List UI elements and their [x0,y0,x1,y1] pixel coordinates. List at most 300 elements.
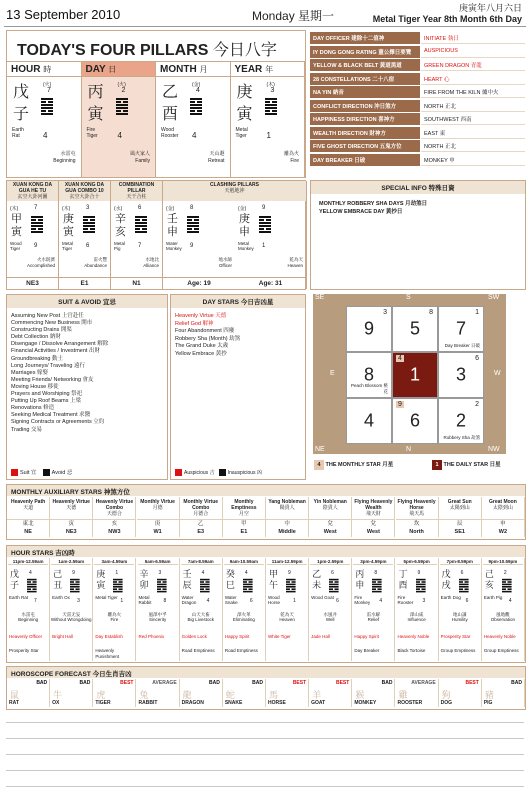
aux-star-name: Great Sun [447,499,472,505]
suit-item: Debt Collection 納財 [11,334,61,341]
aux-star-value [93,519,136,537]
dir-se: SE [315,294,325,301]
pillar-element-bottom: Rat [12,133,20,139]
flying-star-cell [392,398,438,444]
pillar-stem: 乙 [162,82,179,101]
aux-star-char: 亥 [111,521,118,527]
pillar-element [87,127,98,139]
pillar-hex-num: 2 [121,87,126,94]
hour-element: Water Snake [224,595,238,605]
header-divider [4,26,526,27]
hour-element: Earth Rat [9,595,29,600]
xk-code: NE3 [7,277,58,289]
pillar-element [161,127,179,139]
hour-star-cell [137,558,180,661]
xk-num: 9 [262,205,266,211]
xk-name [27,257,55,269]
zodiac-name: ROOSTER [397,700,423,706]
xk-element [114,241,125,251]
zodiac-name: RABBIT [138,700,158,706]
pillar-element [236,127,248,139]
hour-element: Wood Horse [268,595,281,605]
hour-hexagram [223,612,265,622]
xk-branch: 申 [239,225,250,238]
officer-row-label: 28 CONSTELLATIONS 二十八宿 [310,73,420,85]
hour-star-1: Heavenly Noble [483,634,516,639]
hour-element: Metal Rabbit [138,595,152,605]
four-pillars-panel [6,30,306,178]
hour-star-2: Group Emptiness [440,648,476,653]
hour-hex-cn: 風地觀 [496,612,510,617]
hour-branch: 申 [355,581,365,591]
xk-hidden: (木) [10,206,19,212]
aux-star-cn: 月空 [238,511,249,517]
aux-star-cn: 飛天財 [365,511,381,517]
hour-range: 1am-2.59am [51,559,91,565]
pillar-label-cn: 時 [43,65,52,74]
flying-star-cell [392,352,438,398]
suit-item: Trading 交易 [11,426,42,433]
hour-hexagram [180,612,222,622]
horoscope-cell [50,679,93,707]
hour-num: 6 [460,570,464,576]
xk-name-cn: 火水既濟 [37,257,55,262]
hexagram-icon [41,97,53,116]
hexagram-icon [27,578,37,593]
note-line [6,770,524,771]
hour-hex-cn: 雷水解 [366,612,381,617]
aux-star-direction: North [409,529,424,535]
suit-avoid-list [7,308,167,439]
horoscope-panel [6,666,526,710]
horoscope-rating: AVERAGE [411,680,436,686]
xk-hidden: (金) [166,206,175,212]
aux-star-char: 東北 [22,521,34,527]
xk-an: Tiger [62,246,73,251]
hour-num: 9 [417,570,421,576]
xk-el: Metal [238,241,250,246]
hour-branch: 未 [312,581,322,591]
hour-chars [399,570,408,592]
xuan-kong-header [7,181,59,201]
aux-stars-row [7,485,525,539]
zodiac-icon: 鼠 [10,691,20,701]
hour-star-1: Golden Lock [181,634,207,639]
lunar-date [373,3,522,25]
hour-hex-cn: 水風井 [323,612,337,617]
pillar-name-en: Family [135,158,150,164]
hour-hexagram [50,612,92,622]
zodiac-name: DRAGON [181,700,204,706]
aux-star-value [266,519,309,537]
aux-star-direction: W1 [153,529,162,535]
xk-element [166,241,182,251]
day-star-item: Yellow Embrace 黃抄 [175,350,227,357]
hour-branch: 酉 [398,581,408,591]
hour-star-1: Red Phoenix [138,634,165,639]
flying-star-cell [346,352,392,398]
hour-chars [10,570,19,592]
aux-star-cn: 天德合 [106,511,122,517]
officer-row-label: IY DONG GONG RATING 董公擇日要覽 [310,46,420,58]
hour-stem: 庚 [96,570,106,580]
xk-chars [11,212,22,238]
zodiac-icon: 馬 [269,691,279,701]
hour-range: 7pm-8.59pm [440,559,480,565]
monthly-star-num: 4 [314,460,324,470]
horoscope-cell [482,679,525,707]
horoscope-rating: BAD [36,680,48,686]
pillar-stem: 庚 [236,82,253,101]
pillar-hexagram-name [130,151,150,165]
hour-chars [140,570,149,592]
hour-stem: 甲 [269,570,279,580]
flying-stars-grid [346,306,484,444]
hexagram-icon [259,215,271,234]
dir-w: W [494,370,501,377]
hour-hex-en: Big Livestock [187,617,214,622]
pillar-name-en: Retreat [208,158,225,164]
officer-row-label: YELLOW & BLACK BELT 黃道黑道 [310,59,420,71]
zodiac-icon: 龍 [182,691,192,701]
hour-hexagram [93,612,135,622]
hour-num2: 6 [336,598,339,604]
pillar-header [7,61,81,77]
hour-num2: 7 [34,598,37,604]
aux-star-char: 甲 [241,521,247,527]
hour-star-1: Prosperity Star [440,634,471,639]
hexagram-icon [459,578,469,593]
day-stars-legend [175,469,262,476]
hour-range: 11am-12.59pm [267,559,307,565]
dir-n: N [406,446,412,453]
hour-hex-en: Influence [407,617,426,622]
pillar-branch: 寅 [236,104,253,123]
horoscope-row [7,667,525,709]
aux-star-char: 寅 [68,521,74,527]
hour-star-cell [7,558,50,661]
hour-hex-cn: 水雷屯 [21,612,35,617]
xk-num2: 9 [190,243,194,249]
inauspicious-legend-label: Inauspicious 凶 [227,469,262,476]
pillar-year [231,61,306,177]
hour-hex-en: Observation [490,617,516,622]
cell-label: Robbery Sha 劫煞 [443,435,480,440]
suit-avoid-legend [11,468,72,476]
hour-star-2: Heavenly Punishment [95,648,120,659]
xk-branch: 寅 [63,225,74,238]
hour-branch: 巳 [225,581,235,591]
pillar-label-cn: 日 [108,65,117,74]
hour-hexagram [352,612,394,622]
flying-stars-panel [310,294,526,480]
hour-hex-en: Relief [367,617,380,622]
pillar-element-bottom: Rooster [161,133,179,139]
hexagram-icon [113,578,123,593]
aux-star-name: Heavenly Path [10,499,46,505]
zodiac-icon: 虎 [96,691,106,701]
hour-star-1: Happy Spirit [224,634,250,639]
hour-num2: 1 [293,598,296,604]
xk-num: 7 [34,205,38,211]
aux-star-value [180,519,223,537]
day-stars-list [171,308,305,363]
flying-star-cell [438,352,484,398]
horoscope-rating: BAD [252,680,263,686]
hour-chars [226,570,235,592]
four-pillars-title-cn: 今日八字 [212,42,277,59]
hour-branch: 寅 [96,581,106,591]
hour-hexagram [309,612,351,622]
horoscope-rating: BEST [335,680,350,686]
xuan-kong-title: COMBINATION PILLAR [118,182,155,194]
horoscope-rating: BEST [292,680,307,686]
hexagram-icon [200,578,210,593]
hexagram-icon [157,578,167,593]
hour-hex-en: Sincerity [148,617,167,622]
hexagram-icon [286,578,296,593]
hour-branch: 子 [10,581,20,591]
special-info-line: MONTHLY ROBBERY SHA DAYS 月劫煞日 [319,201,428,207]
hour-hex-en: Eliminating [232,617,255,622]
xuan-kong-panel [6,180,306,290]
pillar-label: DAY [85,64,106,75]
xk-code: E1 [59,277,110,289]
aux-star-cn: 天德 [66,505,77,511]
xk-chars [115,212,126,238]
hour-star-2: Prosperity Star [9,648,39,653]
hour-branch: 卯 [139,581,149,591]
suit-avoid-panel [6,294,168,480]
horoscope-cell [266,679,309,707]
officer-row-value: EAST 東 [421,127,525,139]
hexagram-icon [372,578,382,593]
hexagram-icon [83,215,95,234]
aux-star-direction: NW3 [108,529,121,535]
hexagram-icon [416,578,426,593]
horoscope-cell [7,679,50,707]
officer-row-label: DAY OFFICER 建除十二值神 [310,32,420,44]
suit-item: Moving House 移徙 [11,383,59,390]
xk-code: N1 [111,277,162,289]
hour-star-1: Happy Spirit [354,634,379,639]
flying-star-cell [392,306,438,352]
xk-element [10,241,22,251]
hour-num2: 1 [120,598,124,604]
horoscope-cell [93,679,136,707]
aux-star-cn: 天道 [23,505,34,511]
hour-star-cell [482,558,525,661]
cell-big-num: 2 [455,410,467,431]
zodiac-name: OX [52,700,60,706]
pillars-row [7,61,305,177]
hour-hex-en: Heaven [279,617,295,622]
monthly-star-label: THE MONTHLY STAR 月星 [325,462,394,468]
cell-small-num: 2 [475,401,479,408]
aux-star-value [439,519,482,537]
aux-star-cn: 陽貴人 [279,505,295,511]
xk-branch: 亥 [115,225,126,238]
xk-name-en: Officer [218,263,232,268]
hour-star-1: Jade Hall [311,634,330,639]
xk-name-en: Accomplished [26,263,55,268]
hour-num: 4 [29,570,32,576]
aux-star-direction: E3 [197,529,205,535]
hour-hexagram [439,612,481,622]
day-stars-panel [170,294,306,480]
aux-star-char: 乙 [197,521,204,527]
aux-star-value [137,519,180,537]
horoscope-rating: BEST [120,680,134,686]
hexagram-icon [116,97,128,116]
aux-star-name: Flying Heavenly Wealth [354,499,393,511]
cell-big-num: 1 [409,364,421,385]
pillar-day [82,61,157,177]
hour-hex-en: Without Wrongdoing [50,617,92,622]
horoscope-cell [352,679,395,707]
hour-stem: 辛 [139,570,149,580]
xk-stem: 庚 [239,212,250,225]
flying-star-cell [438,306,484,352]
xuan-kong-title-cn: 天剋地沖 [224,188,245,194]
hour-star-2: Road Emptiness [224,648,258,653]
lunar-date-cn: 庚寅年八月六日 [458,3,522,13]
hour-element: Earth Dog [440,595,461,600]
horoscope-rating: BAD [381,680,393,686]
hour-hexagram [396,612,438,622]
weekday-label: Monday 星期一 [252,9,335,23]
hour-branch: 丑 [53,581,63,591]
hour-chars [355,570,364,592]
horoscope-rating: AVERAGE [152,680,177,686]
hour-range: 11pm-12.59am [8,559,48,565]
suit-item: Marriages 嫁娶 [11,369,48,376]
day-star-item: Relief God 解神 [175,320,214,327]
pillar-header [231,61,305,77]
xk-an: Monkey [238,246,254,251]
zodiac-name: TIGER [95,700,111,706]
aux-star-direction: Middle [278,529,296,535]
dir-e: E [330,370,335,377]
aux-star-direction: NE3 [65,529,77,535]
hour-chars [183,570,192,592]
aux-star-char: 兌 [370,521,377,527]
xuan-kong-column [7,181,59,289]
xuan-kong-title: XUAN KONG DA GUA COMBO 10 [64,182,105,194]
date-label: 13 September 2010 [6,7,121,22]
xk-el: Water [166,241,178,246]
flying-star-cell [346,398,392,444]
zodiac-icon: 牛 [53,691,63,701]
aux-star-name: Monthly Emptiness [231,499,257,511]
suit-item: Signing Contracts or Agreements 立約 [11,419,105,426]
zodiac-name: DOG [440,700,453,706]
hour-stem: 戊 [10,570,20,580]
special-info-line: YELLOW EMBRACE DAY 黃抄日 [319,209,403,215]
xk-an: Monkey [166,246,182,251]
hour-star-cell [266,558,309,661]
hour-star-2: Group Emptiness [483,648,519,653]
aux-star-direction: West [366,529,380,535]
hour-hex-en: Humility [451,617,468,622]
hour-num: 3 [158,570,162,576]
aux-star-char: 中 [284,521,290,527]
zodiac-name: HORSE [268,700,286,706]
hour-star-cell [396,558,439,661]
hour-element: Fire Rooster [397,595,414,605]
hour-chars [485,570,494,592]
xk-stem: 庚 [63,212,74,225]
hour-num2: 4 [508,598,512,604]
hour-num: 2 [503,570,507,576]
pillar-num: 4 [43,131,48,140]
hour-num2: 3 [77,598,80,604]
pillar-label-cn: 月 [199,65,208,74]
aux-star-value [309,519,352,537]
hour-range: 7am-8.59am [181,559,221,565]
xk-name [84,257,107,269]
officer-row-label: HAPPINESS DIRECTION 喜神方 [310,113,420,125]
aux-star-name: Yin Nobleman [313,499,347,505]
xk-num2: 1 [262,243,266,249]
daily-star-num: 1 [432,460,442,470]
hour-hex-en: Well [325,617,335,622]
hour-range: 5pm-6.59pm [397,559,437,565]
xk-hidden: (金) [238,206,247,212]
xk-chars [167,212,178,238]
cell-big-num: 4 [363,410,375,431]
hour-element: Metal Tiger [95,595,118,600]
hour-hex-cn: 澤火革 [237,612,251,617]
hour-star-2: Day Breaker [354,648,380,653]
pillar-element-top: Metal [235,127,248,133]
zodiac-icon: 猴 [355,691,365,701]
zodiac-name: SNAKE [224,700,243,706]
suit-item: Long Journeys/ Traveling 遠行 [11,362,85,369]
hour-num: 9 [288,570,291,576]
aux-star-char: 坎 [413,521,420,527]
xk-stem: 壬 [167,212,178,225]
suit-item: Commencing New Business 開市 [11,320,93,327]
zodiac-icon: 豬 [484,691,494,701]
pillar-element-bottom: Tiger [235,133,247,139]
hour-star-1: Day Establish [95,634,123,639]
four-pillars-title-en: TODAY'S FOUR PILLARS [17,42,209,59]
pillar-num: 4 [117,131,122,140]
aux-star-name: Yang Nobleman [268,499,306,505]
special-info-panel [310,180,526,290]
hexagram-icon [265,97,277,116]
hour-hexagram [7,612,49,622]
xuan-kong-title: XUAN KONG DA GUA HE TU [12,182,53,194]
aux-star-char: 辰 [456,521,463,527]
hour-hexagram [137,612,179,622]
hexagram-icon [502,578,512,593]
pillar-header [156,61,230,77]
hour-range: 3am-4.59am [94,559,134,565]
hour-stars-panel [6,545,526,663]
officer-row-value: INITIATE 執日 [421,32,525,44]
suit-item: Financial Activities / Investment 出財 [11,348,100,355]
pillar-num: 1 [266,131,271,140]
suit-item: Disengage / Dissolve Arrangement 解除 [11,341,109,348]
hour-range: 1pm-2.59pm [310,559,350,565]
note-line [6,738,524,739]
pillar-name-en: Beginning [53,158,76,164]
hour-element: Wood Goat [311,595,334,600]
pillar-hidden: (木) [266,82,275,88]
xuan-kong-header [59,181,111,201]
